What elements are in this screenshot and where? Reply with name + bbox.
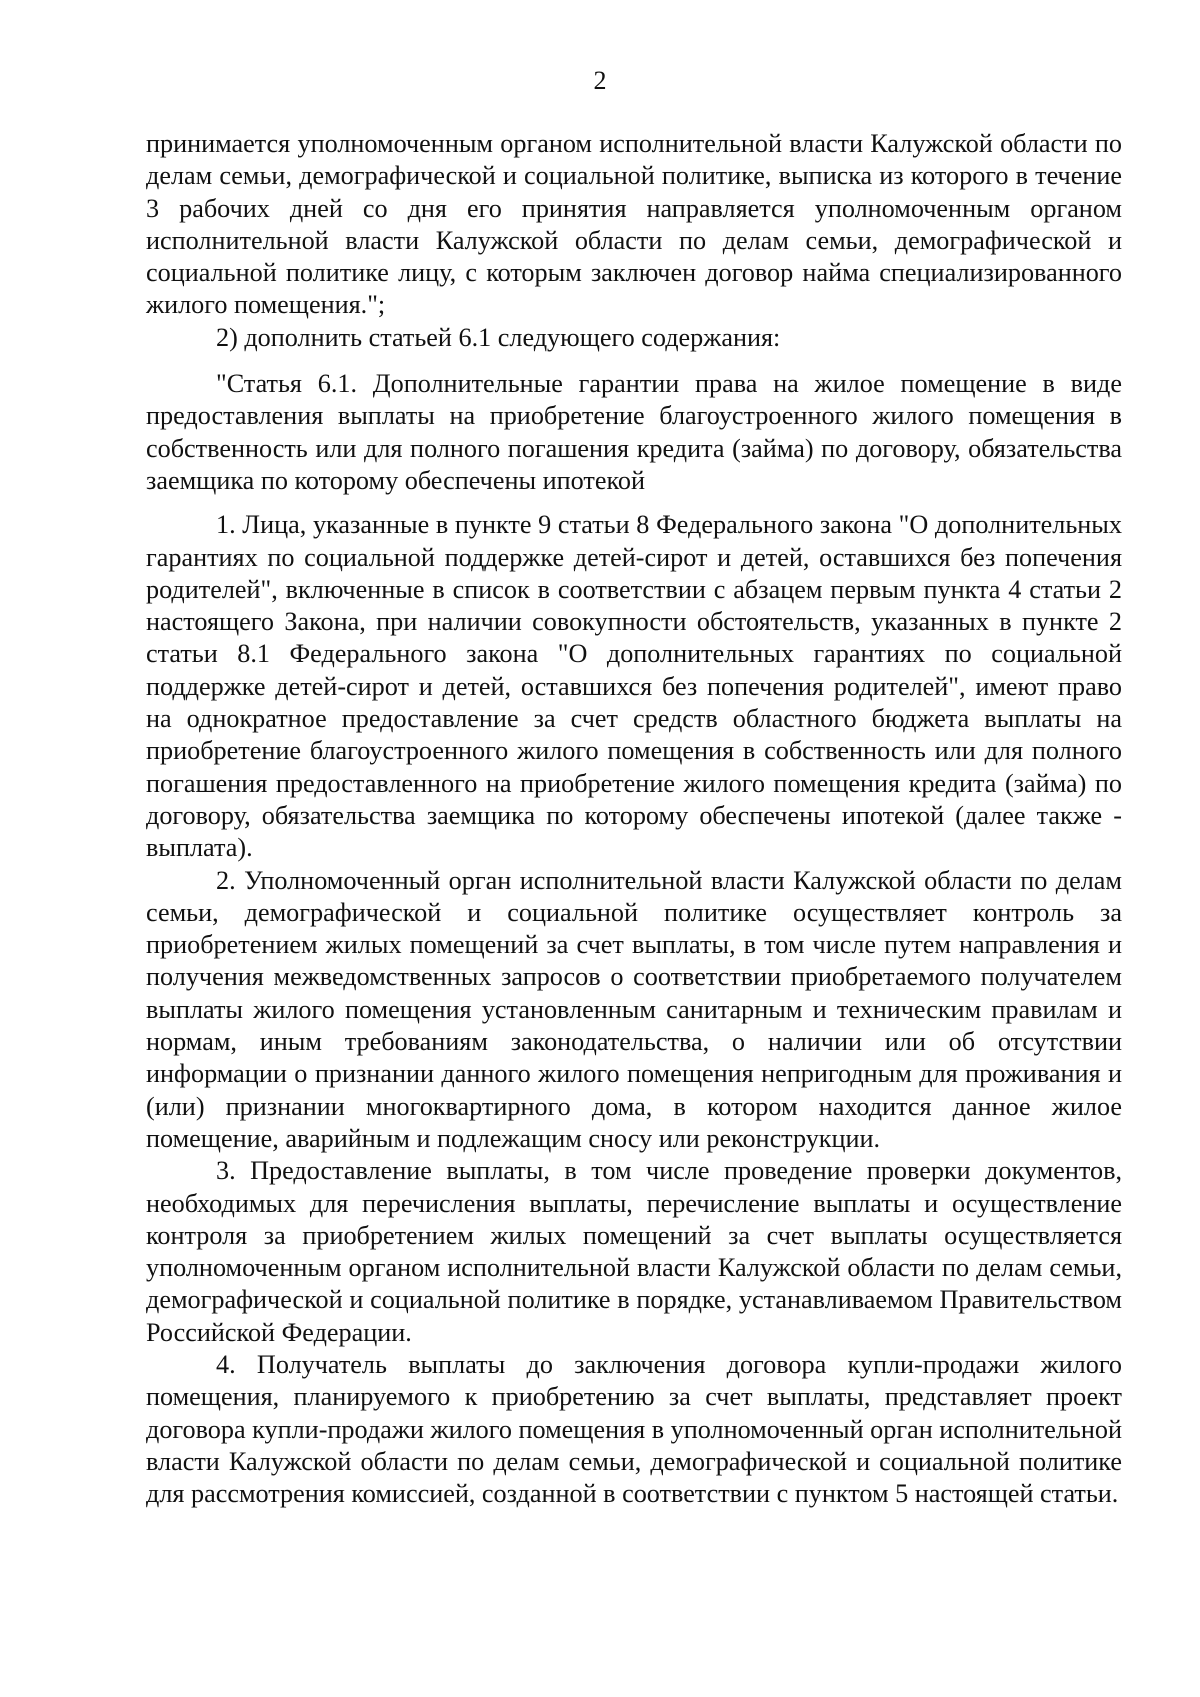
paragraph-clause-3: 3. Предоставление выплаты, в том числе проведение проверки документов, необходимых для перечисления выплаты, перечисление выплаты и осуществление контроля за приобретением жилых помещений за счет выплаты осуществляется уполномоченным органом исполнительной власти Калужской области по делам семьи, демографической и социальной политике в порядке, устанавливаемом Правительством Российской Федерации. bbox=[146, 1156, 1122, 1347]
page-number: 2 bbox=[593, 66, 607, 95]
article-title: "Статья 6.1. Дополнительные гарантии права на жилое помещение в виде предоставления выплаты на приобретение благоустроенного жилого помещения в собственность или для полного погашения кредита (займа) по договору, обязательства заемщика по которому обеспечены ипотекой bbox=[146, 369, 1122, 495]
paragraph-clause-2: 2. Уполномоченный орган исполнительной власти Калужской области по делам семьи, демографической и социальной политике осуществляет контроль за приобретением жилых помещений за счет выплаты, в том числе путем направления и получения межведомственных запросов о соответствии приобретаемого получателем выплаты жилого помещения установленным санитарным и техническим правилам и нормам, иным требованиям законодательства, о наличии или об отсутствии информации о признании данного жилого помещения непригодным для проживания и (или) признании многоквартирного дома, в котором находится данное жилое помещение, аварийным и подлежащим сносу или реконструкции. bbox=[146, 865, 1122, 1153]
paragraph-continuation: принимается уполномоченным органом исполнительной власти Калужской области по делам семьи, демографической и социальной политике, выписка из которого в течение 3 рабочих дней со дня его принятия направляется уполномоченным органом исполнительной власти Калужской области по делам семьи, демографической и социальной политике лицу, с которым заключен договор найма специализированного жилого помещения."; bbox=[146, 129, 1122, 320]
paragraph-amendment-item-2: 2) дополнить статьей 6.1 следующего содержания: bbox=[216, 322, 781, 352]
paragraph-clause-1: 1. Лица, указанные в пункте 9 статьи 8 Федерального закона "О дополнительных гарантиях по социальной поддержке детей-сирот и детей, оставшихся без попечения родителей", включенные в список в соответствии с абзацем первым пункта 4 статьи 2 настоящего Закона, при наличии совокупности обстоятельств, указанных в пункте 2 статьи 8.1 Федерального закона "О дополнительных гарантиях по социальной поддержке детей-сирот и детей, оставшихся без попечения родителей", имеют право на однократное предоставление за счет средств областного бюджета выплаты на приобретение благоустроенного жилого помещения в собственность или для полного погашения предоставленного на приобретение жилого помещения кредита (займа) по договору, обязательства заемщика по которому обеспечены ипотекой (далее также - выплата). bbox=[146, 510, 1122, 863]
paragraph-clause-4: 4. Получатель выплаты до заключения договора купли-продажи жилого помещения, планируемого к приобретению за счет выплаты, представляет проект договора купли-продажи жилого помещения в уполномоченный орган исполнительной власти Калужской области по делам семьи, демографической и социальной политике для рассмотрения комиссией, созданной в соответствии с пунктом 5 настоящей статьи. bbox=[146, 1349, 1122, 1509]
document-body bbox=[146, 128, 1122, 1510]
